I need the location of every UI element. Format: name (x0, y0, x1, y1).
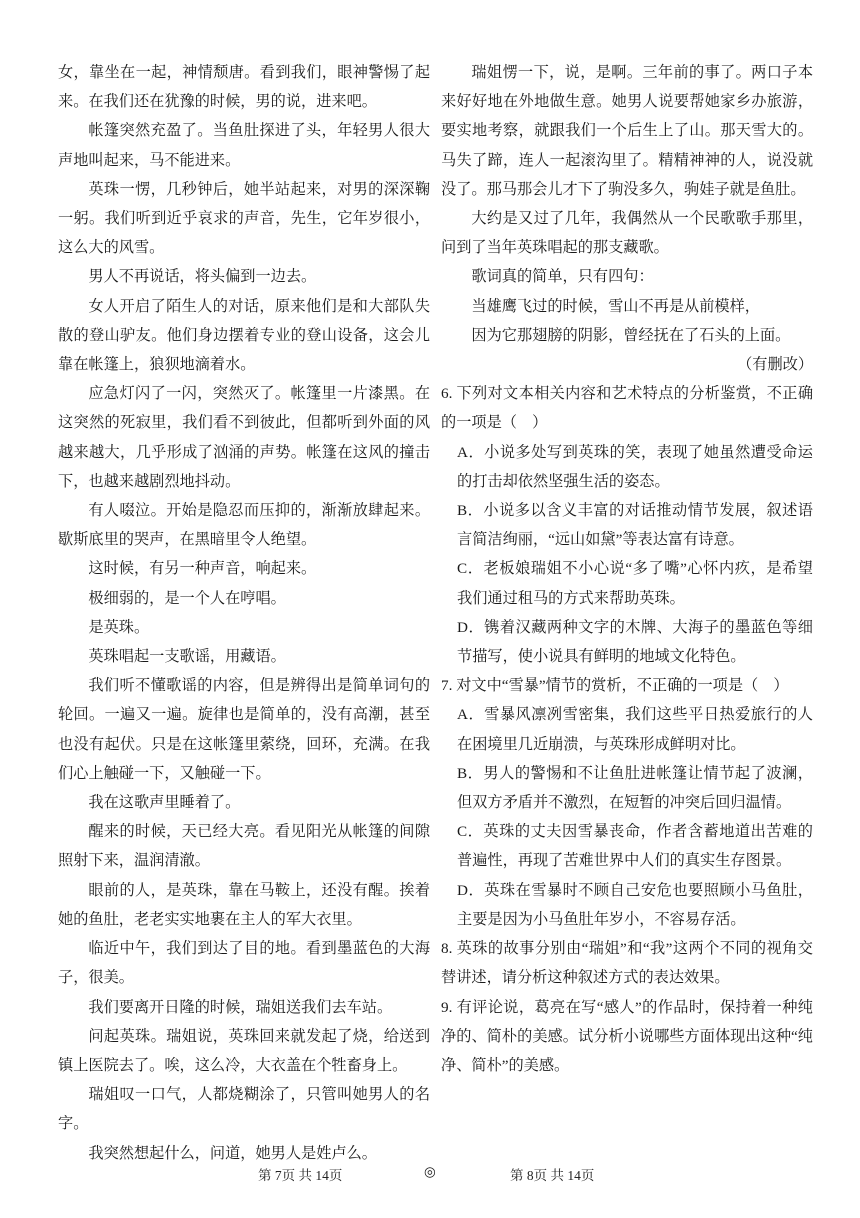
question-list (441, 379, 813, 1080)
story-paragraph: 醒来的时候，天已经大亮。看见阳光从帐篷的间隙照射下来，温润清澈。 (58, 822, 430, 870)
answer-option: C．老板娘瑞姐不小心说“多了嘴”心怀内疚，是希望我们通过租马的方式来帮助英珠。 (457, 560, 813, 607)
question-item (441, 934, 813, 992)
story-paragraph: 英珠一愣，几秒钟后，她半站起来，对男的深深鞠一躬。我们听到近乎哀求的声音，先生，它年岁很小，这么大的风雪。 (58, 179, 430, 257)
story-paragraph: 男人不再说话，将头偏到一边去。 (88, 267, 317, 286)
story-paragraph: 瑞姐叹一口气，人都烧糊涂了，只管叫她男人的名字。 (58, 1085, 430, 1133)
story-paragraph: 英珠唱起一支歌谣，用藏语。 (88, 647, 286, 666)
right-column (441, 58, 813, 1080)
question-item (441, 993, 813, 1081)
story-paragraph: 当雄鹰飞过的时候，雪山不再是从前模样， (471, 296, 760, 315)
answer-option: D．镌着汉藏两种文字的木牌、大海子的墨蓝色等细节描写，使小说具有鲜明的地域文化特色。 (457, 618, 813, 666)
question-item (441, 671, 813, 934)
question-item (441, 379, 813, 671)
question-stem: 8. 英珠的故事分别由“瑞姐”和“我”这两个不同的视角交替讲述，请分析这种叙述方式的表达效果。 (441, 940, 813, 987)
answer-option: A．小说多处写到英珠的笑，表现了她虽然遭受命运的打击却依然坚强生活的姿态。 (457, 443, 813, 490)
page-footer (0, 1164, 860, 1184)
story-paragraph: 我们要离开日隆的时候，瑞姐送我们去车站。 (88, 997, 393, 1016)
right-page-number: 第 8页 共 14页 (510, 1168, 595, 1183)
story-paragraph: 我在这歌声里睡着了。 (88, 793, 241, 812)
story-paragraph: 有人啜泣。开始是隐忍而压抑的，渐渐放肆起来。歇斯底里的哭声，在黑暗里令人绝望。 (58, 501, 430, 549)
left-column (58, 58, 430, 1168)
center-mark: ◎ (424, 1164, 436, 1179)
answer-option: D．英珠在雪暴时不顾自己安危也要照顾小马鱼肚，主要是因为小马鱼肚年岁小，不容易存活。 (457, 881, 813, 928)
story-paragraph: 临近中午，我们到达了目的地。看到墨蓝色的大海子，很美。 (58, 939, 430, 987)
source-note: （有删改） (737, 355, 813, 374)
story-paragraph: 因为它那翅膀的阴影，曾经抚在了石头的上面。 (471, 325, 791, 344)
answer-option: B．男人的警惕和不让鱼肚进帐篷让情节起了波澜，但双方矛盾并不激烈，在短暂的冲突后回归温情。 (457, 764, 813, 812)
answer-option: B．小说多以含义丰富的对话推动情节发展，叙述语言简洁绚丽，“远山如黛”等表达富有诗意。 (457, 502, 813, 549)
story-paragraph: 瑞姐愣一下，说，是啊。三年前的事了。两口子本来好好地在外地做生意。她男人说要帮她家乡办旅游，要实地考察，就跟我们一个后生上了山。那天雪大的。马失了蹄，连人一起滚沟里了。精精神神的人，说没就没了。那马那会儿才下了驹没多久，驹娃子就是鱼肚。 (441, 63, 813, 198)
story-paragraph: 歌词真的简单，只有四句： (471, 267, 654, 286)
answer-option: A．雪暴风凛冽雪密集，我们这些平日热爱旅行的人在困境里几近崩溃，与英珠形成鲜明对比。 (457, 706, 813, 753)
answer-option: C．英珠的丈夫因雪暴丧命，作者含蓄地道出苦难的普遍性，再现了苦难世界中人们的真实生存图景。 (457, 823, 813, 870)
story-paragraph: 这时候，有另一种声音，响起来。 (88, 559, 317, 578)
story-paragraph: 应急灯闪了一闪，突然灭了。帐篷里一片漆黑。在这突然的死寂里，我们看不到彼此，但都听到外面的风越来越大，几乎形成了汹涌的声势。帐篷在这风的撞击下，也越来越剧烈地抖动。 (58, 384, 430, 490)
left-page-number: 第 7页 共 14页 (258, 1168, 343, 1183)
story-paragraph: 问起英珠。瑞姐说，英珠回来就发起了烧，给送到镇上医院去了。唉，这么冷，大衣盖在个牲畜身上。 (58, 1026, 430, 1074)
story-paragraph: 帐篷突然充盈了。当鱼肚探进了头，年轻男人很大声地叫起来，马不能进来。 (58, 121, 430, 169)
story-paragraph: 我突然想起什么，问道，她男人是姓卢么。 (88, 1143, 377, 1162)
story-paragraph: 女，靠坐在一起，神情颓唐。看到我们，眼神警惕了起来。在我们还在犹豫的时候，男的说，进来吧。 (58, 63, 430, 111)
story-paragraph: 女人开启了陌生人的对话，原来他们是和大部队失散的登山驴友。他们身边摆着专业的登山设备，这会儿靠在帐篷上，狼狈地滴着水。 (58, 296, 430, 374)
question-stem: 7. 对文中“雪暴”情节的赏析，不正确的一项是（ ） (441, 677, 789, 695)
story-paragraph: 大约是又过了几年，我偶然从一个民歌歌手那里，问到了当年英珠唱起的那支藏歌。 (441, 209, 813, 257)
story-paragraph: 是英珠。 (88, 617, 150, 636)
story-paragraph: 眼前的人，是英珠，靠在马鞍上，还没有醒。挨着她的鱼肚，老老实实地裹在主人的军大衣里。 (58, 880, 430, 928)
story-paragraph: 极细弱的，是一个人在哼唱。 (88, 588, 286, 607)
story-paragraph: 我们听不懂歌谣的内容，但是辨得出是简单词句的轮回。一遍又一遍。旋律也是简单的，没有高潮，甚至也没有起伏。只是在这帐篷里萦绕，回环，充满。在我们心上触碰一下，又触碰一下。 (58, 676, 430, 782)
question-stem: 9. 有评论说，葛亮在写“感人”的作品时，保持着一种纯净的、简朴的美感。试分析小说哪些方面体现出这种“纯净、简朴”的美感。 (441, 998, 813, 1074)
story-continuation (441, 58, 813, 350)
question-stem: 6. 下列对文本相关内容和艺术特点的分析鉴赏，不正确的一项是（ ） (441, 385, 813, 432)
